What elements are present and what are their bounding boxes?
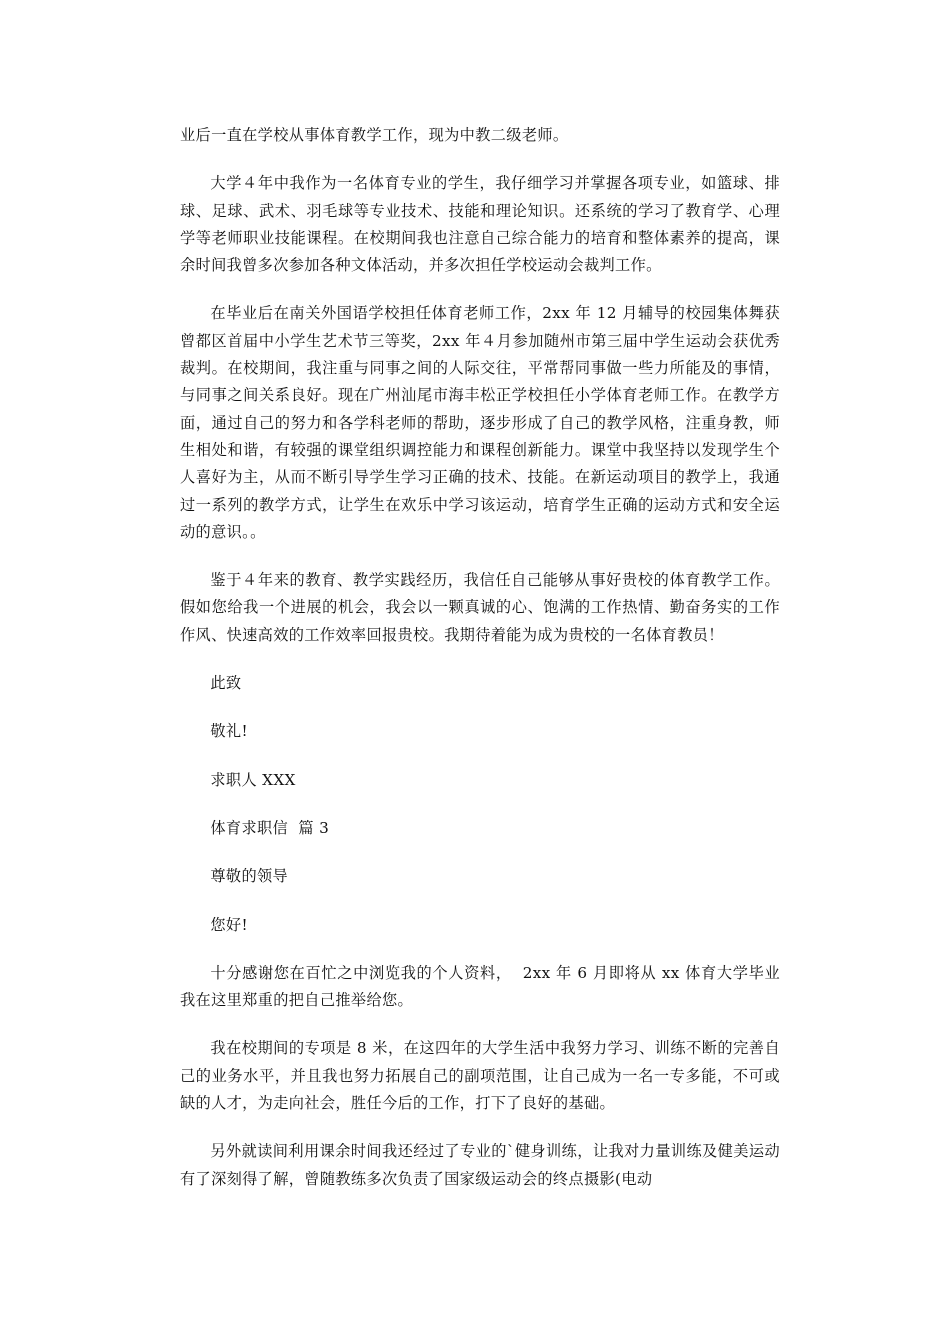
paragraph-continuation: 业后一直在学校从事体育教学工作，现为中教二级老师。 <box>180 126 569 144</box>
paragraph-specialty: 我在校期间的专项是 8 米，在这四年的大学生活中我努力学习、训练不断的完善自己的业务水平，并且我也努力拓展自己的副项范围，让自己成为一名一专多能，不可或缺的人才，为走向社会，胜任今后的工作，打下了良好的基础。 <box>180 1039 780 1113</box>
document-body <box>180 122 780 1214</box>
closing-line-1: 此致 <box>210 674 242 693</box>
salutation: 尊敬的领导 <box>210 867 289 886</box>
section-title: 体育求职信 篇 3 <box>210 818 330 837</box>
greeting: 您好! <box>210 915 248 934</box>
paragraph-experience: 在毕业后在南关外国语学校担任体育老师工作，2xx 年 12 月辅导的校园集体舞获曾都区首届中小学生艺术节三等奖，2xx 年４月参加随州市第三届中学生运动会获优秀裁判。在校期间，我注重与同事之间的人际交往，平常帮同事做一些力所能及的事情，与同事之间关系良好。现在广州汕尾市海丰松正学校担任小学体育老师工作。在教学方面，通过自己的努力和各学科老师的帮助，逐步形成了自己的教学风格，注重身教，师生相处和谐，有较强的课堂组织调控能力和课程创新能力。课堂中我坚持以发现学生个人喜好为主，从而不断引导学生学习正确的技术、技能。在新运动项目的教学上，我通过一系列的教学方式，让学生在欢乐中学习该运动，培育学生正确的运动方式和安全运动的意识。。 <box>180 304 780 541</box>
paragraph-training: 另外就读间利用课余时间我还经过了专业的`健身训练，让我对力量训练及健美运动有了深刻得了解，曾随教练多次负责了国家级运动会的终点摄影(电动 <box>180 1142 780 1188</box>
paragraph-university: 大学４年中我作为一名体育专业的学生，我仔细学习并掌握各项专业，如篮球、排球、足球、武术、羽毛球等专业技术、技能和理论知识。还系统的学习了教育学、心理学等老师职业技能课程。在校期间我也注意自己综合能力的培育和整体素养的提高，课余时间我曾多次参加各种文体活动，并多次担任学校运动会裁判工作。 <box>180 174 780 275</box>
signature: 求职人 XXX <box>210 770 296 789</box>
paragraph-intro: 十分感谢您在百忙之中浏览我的个人资料， 2xx 年 6 月即将从 xx 体育大学毕业我在这里郑重的把自己推举给您。 <box>180 963 780 1010</box>
closing-line-2: 敬礼! <box>210 722 248 741</box>
paragraph-conclusion: 鉴于４年来的教育、教学实践经历，我信任自己能够从事好贵校的体育教学工作。假如您给我一个进展的机会，我会以一颗真诚的心、饱满的工作热情、勤奋务实的工作作风、快速高效的工作效率回报贵校。我期待着能为成为贵校的一名体育教员！ <box>180 571 780 644</box>
